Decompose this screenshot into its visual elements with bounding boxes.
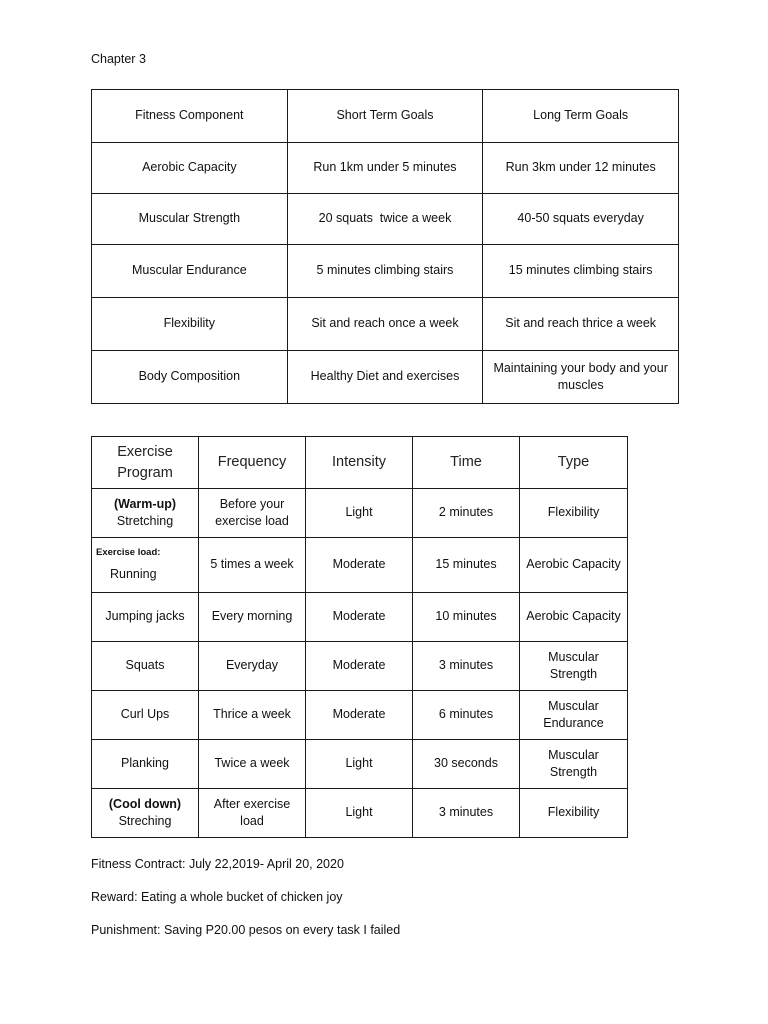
component-cell: Flexibility	[92, 298, 288, 351]
table-row	[92, 691, 628, 740]
component-cell: Muscular Endurance	[92, 245, 288, 298]
short-goal-cell: 5 minutes climbing stairs	[287, 245, 483, 298]
header-type: Type	[520, 437, 628, 489]
short-goal-cell: Run 1km under 5 minutes	[287, 143, 483, 194]
type-cell: Flexibility	[520, 789, 628, 838]
time-cell: 6 minutes	[413, 691, 520, 740]
long-goal-cell: 15 minutes climbing stairs	[483, 245, 679, 298]
exercise-cell: Curl Ups	[92, 691, 199, 740]
short-goal-cell: Sit and reach once a week	[287, 298, 483, 351]
table-row	[92, 789, 628, 838]
exercise-cell: Jumping jacks	[92, 593, 199, 642]
table-row	[92, 489, 628, 538]
type-cell: Muscular Strength	[520, 642, 628, 691]
table-row	[92, 143, 679, 194]
frequency-cell: Thrice a week	[199, 691, 306, 740]
time-cell: 30 seconds	[413, 740, 520, 789]
fitness-contract-line: Fitness Contract: July 22,2019- April 20, 2020	[91, 857, 344, 871]
time-cell: 10 minutes	[413, 593, 520, 642]
short-goal-cell: 20 squats twice a week	[287, 194, 483, 245]
time-cell: 3 minutes	[413, 789, 520, 838]
table-row	[92, 245, 679, 298]
exercise-load-label: Exercise load:	[96, 546, 161, 558]
component-cell: Muscular Strength	[92, 194, 288, 245]
long-goal-cell: 40-50 squats everyday	[483, 194, 679, 245]
intensity-cell: Moderate	[306, 593, 413, 642]
intensity-cell: Light	[306, 489, 413, 538]
header-intensity: Intensity	[306, 437, 413, 489]
exercise-cell: Planking	[92, 740, 199, 789]
long-goal-cell: Sit and reach thrice a week	[483, 298, 679, 351]
intensity-cell: Light	[306, 740, 413, 789]
long-goal-cell: Maintaining your body and your muscles	[483, 351, 679, 404]
time-cell: 15 minutes	[413, 538, 520, 593]
type-cell: Muscular Strength	[520, 740, 628, 789]
table-header-row	[92, 437, 628, 489]
intensity-cell: Moderate	[306, 642, 413, 691]
table-row	[92, 351, 679, 404]
header-frequency: Frequency	[199, 437, 306, 489]
table-row	[92, 593, 628, 642]
frequency-cell: Twice a week	[199, 740, 306, 789]
type-cell: Flexibility	[520, 489, 628, 538]
short-goal-cell: Healthy Diet and exercises	[287, 351, 483, 404]
frequency-cell: Everyday	[199, 642, 306, 691]
exercise-program-table	[91, 436, 628, 838]
header-long-term-goals: Long Term Goals	[483, 90, 679, 143]
header-exercise-program: Exercise Program	[92, 437, 199, 489]
intensity-cell: Moderate	[306, 691, 413, 740]
time-cell: 3 minutes	[413, 642, 520, 691]
fitness-goals-table	[91, 89, 679, 404]
reward-line: Reward: Eating a whole bucket of chicken joy	[91, 890, 343, 904]
table-header-row	[92, 90, 679, 143]
exercise-cell	[92, 538, 199, 593]
table-row	[92, 538, 628, 593]
exercise-phase-label: (Cool down)	[108, 796, 182, 811]
type-cell: Muscular Endurance	[520, 691, 628, 740]
time-cell: 2 minutes	[413, 489, 520, 538]
header-short-term-goals: Short Term Goals	[287, 90, 483, 143]
component-cell: Body Composition	[92, 351, 288, 404]
frequency-cell: Before your exercise load	[199, 489, 306, 538]
punishment-line: Punishment: Saving P20.00 pesos on every task I failed	[91, 923, 401, 937]
long-goal-cell: Run 3km under 12 minutes	[483, 143, 679, 194]
type-cell: Aerobic Capacity	[520, 593, 628, 642]
component-cell: Aerobic Capacity	[92, 143, 288, 194]
table-row	[92, 298, 679, 351]
type-cell: Aerobic Capacity	[520, 538, 628, 593]
exercise-name: Streching	[118, 814, 172, 828]
chapter-heading: Chapter 3	[91, 52, 146, 66]
header-fitness-component: Fitness Component	[92, 90, 288, 143]
table-row	[92, 740, 628, 789]
exercise-phase-label: (Warm-up)	[113, 496, 177, 511]
intensity-cell: Moderate	[306, 538, 413, 593]
header-time: Time	[413, 437, 520, 489]
frequency-cell: Every morning	[199, 593, 306, 642]
exercise-name: Stretching	[116, 514, 174, 528]
intensity-cell: Light	[306, 789, 413, 838]
table-row	[92, 642, 628, 691]
table-row	[92, 194, 679, 245]
frequency-cell: After exercise load	[199, 789, 306, 838]
exercise-cell	[92, 789, 199, 838]
frequency-cell: 5 times a week	[199, 538, 306, 593]
exercise-name: Running	[110, 566, 157, 581]
exercise-cell	[92, 489, 199, 538]
exercise-cell: Squats	[92, 642, 199, 691]
